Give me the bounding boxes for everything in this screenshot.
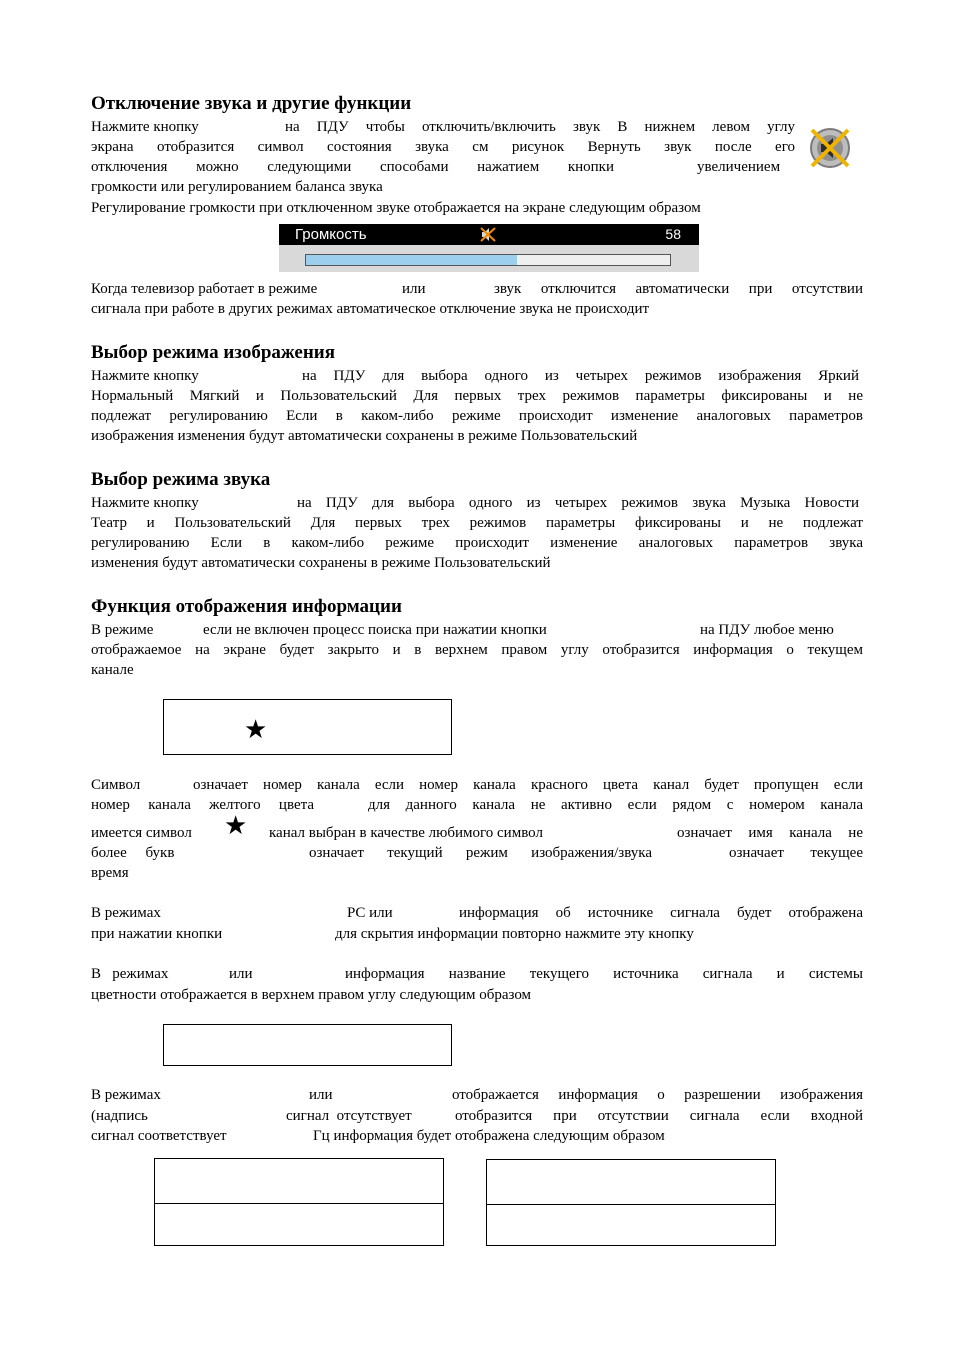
info-line-2: отображаемое на экране будет закрыто и в верхнем правом углу отобразится информация о текущем: [91, 642, 863, 658]
info-heading: Функция отображения информации: [91, 596, 402, 617]
info-p2-2a: номер канала желтого цвета: [91, 797, 314, 813]
muted-speaker-icon: [806, 124, 854, 172]
resolution-box-right-divider: [487, 1204, 775, 1205]
picture-line-1a: Нажмите кнопку: [91, 368, 199, 384]
info-p4-1a: В режимах: [91, 966, 169, 982]
sound-line-1b: на ПДУ для выбора одного из четырех режимов звука Музыка Новости: [297, 495, 859, 511]
favorite-star-icon: ★: [244, 715, 268, 745]
info-p3-2a: при нажатии кнопки: [91, 926, 223, 942]
info-p2-4c: означает текущее: [729, 845, 863, 861]
info-line-1a: В режиме: [91, 622, 154, 638]
info-p2-1b: означает номер канала если номер канала красного цвета канал будет пропущен если: [193, 777, 863, 793]
picture-line-3: подлежат регулированию Если в каком-либо режиме происходит изменение аналоговых параметров: [91, 408, 863, 424]
info-p2-3c: означает имя канала не: [677, 825, 863, 841]
picture-line-1b: на ПДУ для выбора одного из четырех режимов изображения Яркий: [302, 368, 859, 384]
info-p5-3a: сигнал соответствует: [91, 1128, 227, 1144]
info-p4-1c: информация название текущего источника сигнала и системы: [345, 966, 863, 982]
info-p2-3b: канал выбран в качестве любимого символ: [269, 825, 543, 841]
sound-line-3: регулированию Если в каком-либо режиме происходит изменение аналоговых параметров звука: [91, 535, 863, 551]
sound-line-2: Театр и Пользовательский Для первых трех режимов параметры фиксированы и не подлежат: [91, 515, 863, 531]
info-p5-2c: отобразится при отсутствии сигнала если входной: [455, 1108, 863, 1124]
mute-line-3b: увеличением: [697, 159, 781, 175]
info-line-1c: на ПДУ любое меню: [700, 622, 834, 638]
sound-line-4: изменения будут автоматически сохранены в режиме Пользовательский: [91, 555, 551, 571]
info-p2-3a: имеется символ: [91, 825, 192, 841]
info-p3-1b: PC или: [347, 905, 393, 921]
info-line-3: канале: [91, 662, 134, 678]
picture-line-2: Нормальный Мягкий и Пользовательский Для первых трех режимов параметры фиксированы и не: [91, 388, 863, 404]
volume-track: [305, 254, 671, 266]
info-p2-1a: Символ: [91, 777, 141, 793]
mute-line-1b: на ПДУ чтобы отключить/включить звук В нижнем левом углу: [285, 119, 795, 135]
mute-line-3a: отключения можно следующими способами нажатием кнопки: [91, 159, 614, 175]
info-p2-4b: означает текущий режим изображения/звука: [309, 845, 652, 861]
mute-heading: Отключение звука и другие функции: [91, 93, 412, 114]
info-p2-4a: более букв: [91, 845, 175, 861]
sound-line-1a: Нажмите кнопку: [91, 495, 199, 511]
picture-heading: Выбор режима изображения: [91, 342, 336, 363]
picture-line-4: изображения изменения будут автоматически сохранены в режиме Пользовательский: [91, 428, 638, 444]
info-p2-5: время: [91, 865, 129, 881]
info-p4-2: цветности отображается в верхнем правом углу следующим образом: [91, 987, 532, 1003]
mute-after-2: сигнала при работе в других режимах автоматическое отключение звука не происходит: [91, 301, 650, 317]
favorite-star-inline-icon: ★: [224, 811, 248, 841]
info-p5-1b: или: [309, 1087, 333, 1103]
mute-line-4: громкости или регулированием баланса звука: [91, 179, 383, 195]
info-p5-1c: отображается информация о разрешении изображения: [452, 1087, 863, 1103]
resolution-box-left-divider: [155, 1203, 443, 1204]
mute-line-5: Регулирование громкости при отключенном звуке отображается на экране следующим образом: [91, 200, 701, 216]
info-p5-1a: В режимах: [91, 1087, 161, 1103]
info-p3-1c: информация об источнике сигнала будет отображена: [459, 905, 863, 921]
info-p4-1b: или: [229, 966, 253, 982]
mute-line-2: экрана отобразится символ состояния звука см рисунок Вернуть звук после его: [91, 139, 795, 155]
volume-osd-header: [279, 224, 699, 245]
volume-fill: [306, 255, 517, 265]
info-p5-2a: (надпись: [91, 1108, 148, 1124]
mute-glyph-icon: [479, 226, 497, 243]
mute-after-1c: звук отключится автоматически при отсутствии: [494, 281, 863, 297]
source-info-box: [163, 1024, 452, 1066]
volume-osd: [279, 224, 699, 272]
info-p2-2b: для данного канала не активно если рядом с номером канала: [368, 797, 863, 813]
mute-line-1a: Нажмите кнопку: [91, 119, 199, 135]
resolution-box-left: [154, 1158, 444, 1246]
volume-label: Громкость: [295, 226, 367, 243]
mute-after-1a: Когда телевизор работает в режиме: [91, 281, 318, 297]
info-p3-1a: В режимах: [91, 905, 161, 921]
volume-value: 58: [665, 226, 681, 242]
channel-info-box: [163, 699, 452, 755]
info-p3-2b: для скрытия информации повторно нажмите эту кнопку: [335, 926, 694, 942]
info-p5-2b: сигнал отсутствует: [286, 1108, 412, 1124]
info-p5-3b: Гц информация будет отображена следующим образом: [313, 1128, 665, 1144]
sound-heading: Выбор режима звука: [91, 469, 271, 490]
mute-after-1b: или: [402, 281, 426, 297]
resolution-box-right: [486, 1159, 776, 1246]
info-line-1b: если не включен процесс поиска при нажатии кнопки: [203, 622, 547, 638]
